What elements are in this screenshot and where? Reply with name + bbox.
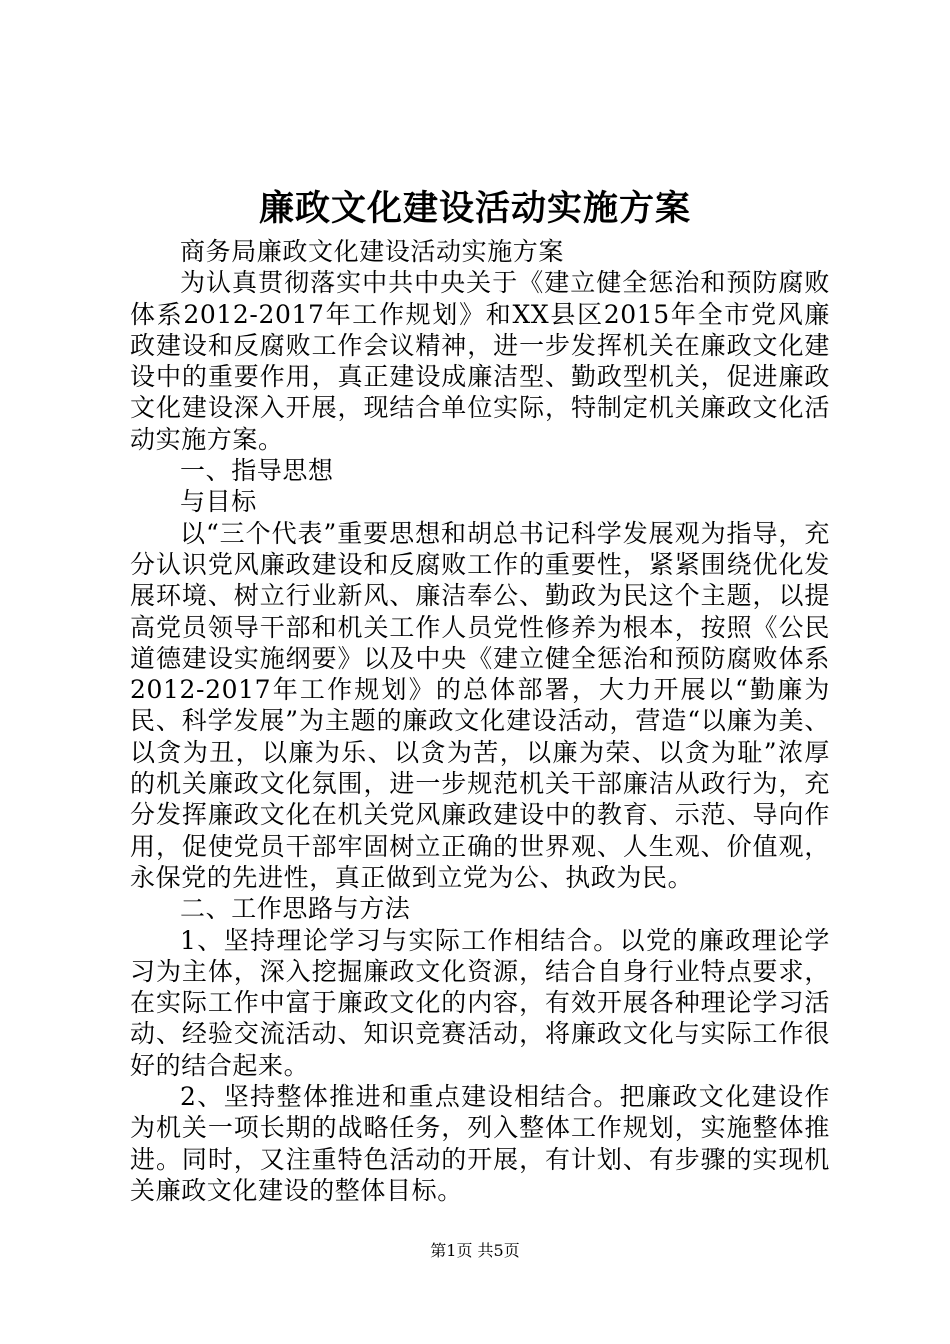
section-heading-2: 二、工作思路与方法 [180,894,411,924]
page-footer: 第1页 共5页 [430,1241,520,1260]
guiding-ideology-paragraph: 以“三个代表”重要思想和胡总书记科学发展观为指导，充分认识党风廉政建设和反腐败工作的重要性，紧紧围绕优化发展环境、树立行业新风、廉洁奉公、勤政为民这个主题，以提高党员领导干部和机关工作人员党性修养为根本，按照《公民道德建设实施纲要》以及中央《建立健全惩治和预防腐败体系2012-2017年工作规划》的总体部署，大力开展以“勤廉为民、科学发展”为主题的廉政文化建设活动，营造“以廉为美、以贪为丑，以廉为乐、以贪为苦，以廉为荣、以贪为耻”浓厚的机关廉政文化氛围，进一步规范机关干部廉洁从政行为，充分发挥廉政文化在机关党风廉政建设中的教育、示范、导向作用，促使党员干部牢固树立正确的世界观、人生观、价值观，永保党的先进性，真正做到立党为公、执政为民。 [130,518,830,892]
document-title: 廉政文化建设活动实施方案 [258,188,691,229]
method-paragraph-2: 2、坚持整体推进和重点建设相结合。把廉政文化建设作为机关一项长期的战略任务，列入整体工作规划，实施整体推进。同时，又注重特色活动的开展，有计划、有步骤的实现机关廉政文化建设的整体目标。 [130,1082,830,1205]
intro-paragraph: 为认真贯彻落实中共中央关于《建立健全惩治和预防腐败体系2012-2017年工作规划》和XX县区2015年全市党风廉政建设和反腐败工作会议精神，进一步发挥机关在廉政文化建设中的重要作用，真正建设成廉洁型、勤政型机关，促进廉政文化建设深入开展，现结合单位实际，特制定机关廉政文化活动实施方案。 [130,268,830,454]
section-heading-1-continued: 与目标 [180,487,257,517]
method-paragraph-1: 1、坚持理论学习与实际工作相结合。以党的廉政理论学习为主体，深入挖掘廉政文化资源，结合自身行业特点要求，在实际工作中富于廉政文化的内容，有效开展各种理论学习活动、经验交流活动、知识竞赛活动，将廉政文化与实际工作很好的结合起来。 [130,925,830,1080]
document-body [130,236,830,1206]
section-heading-1: 一、指导思想 [180,456,334,486]
subtitle-paragraph: 商务局廉政文化建设活动实施方案 [180,237,565,266]
